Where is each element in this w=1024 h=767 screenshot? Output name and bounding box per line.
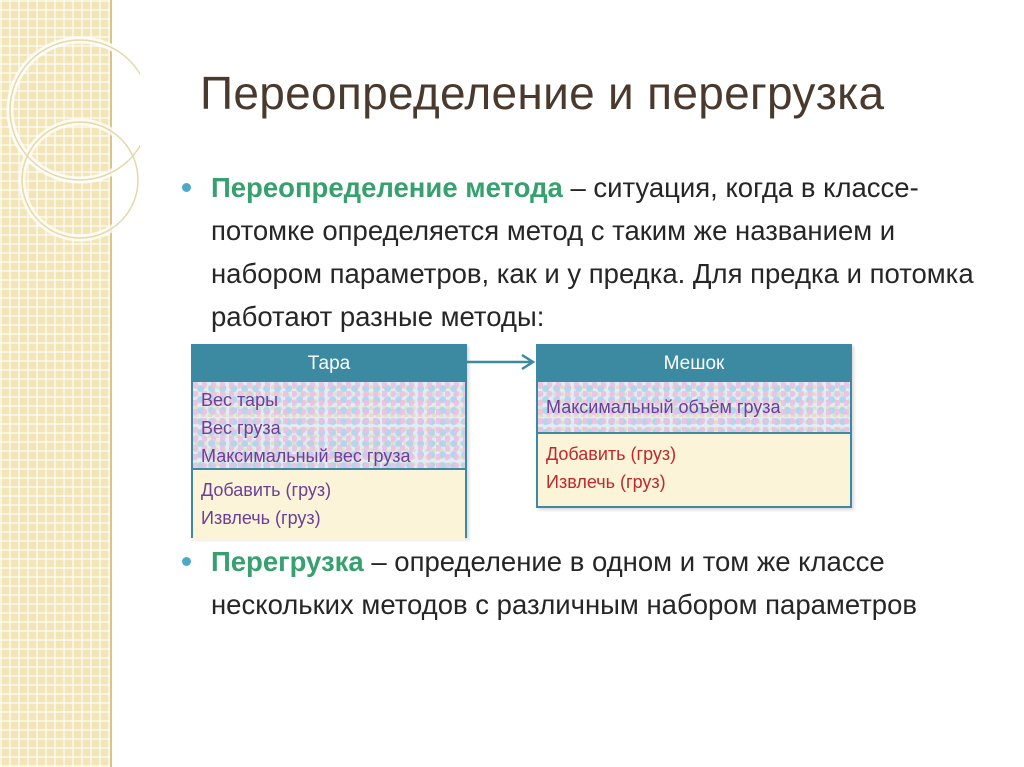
method-row: Извлечь (груз) (201, 508, 321, 528)
decorative-circles (0, 0, 140, 260)
bullet-overriding (182, 166, 992, 338)
attribute-row: Максимальный объём груза (546, 397, 781, 417)
class-methods (193, 470, 465, 540)
bullet-dot-icon (182, 557, 191, 566)
class-box-child (536, 344, 852, 508)
class-attributes (193, 382, 465, 470)
method-row: Добавить (груз) (201, 480, 332, 500)
class-attributes (538, 382, 850, 434)
bullet-definition: – ситуация, когда в классе-потомке определяется метод с таким же названием и набором параметров, как и у предка. Для предка и потомка работают разные методы: (211, 172, 974, 332)
bullet-definition: – определение в одном и том же классе нескольких методов с различным набором параметров (211, 546, 917, 620)
attribute-row: Вес тары (201, 390, 279, 410)
bullet-text (211, 166, 991, 338)
attribute-row: Максимальный вес груза (201, 446, 411, 466)
bullet-term: Переопределение метода (211, 172, 563, 203)
attribute-row: Вес груза (201, 418, 281, 438)
class-name: Тара (193, 346, 465, 382)
inheritance-arrow-icon (465, 353, 537, 371)
class-box-parent (191, 344, 467, 538)
bullet-overloading (182, 540, 992, 670)
bullet-dot-icon (182, 183, 191, 192)
class-name: Мешок (538, 346, 850, 382)
method-row: Добавить (груз) (546, 444, 677, 464)
method-row: Извлечь (груз) (546, 472, 666, 492)
bullet-term: Перегрузка (211, 546, 364, 577)
class-methods (538, 434, 850, 502)
slide-title: Переопределение и перегрузка (200, 67, 885, 119)
bullet-text (211, 540, 991, 626)
